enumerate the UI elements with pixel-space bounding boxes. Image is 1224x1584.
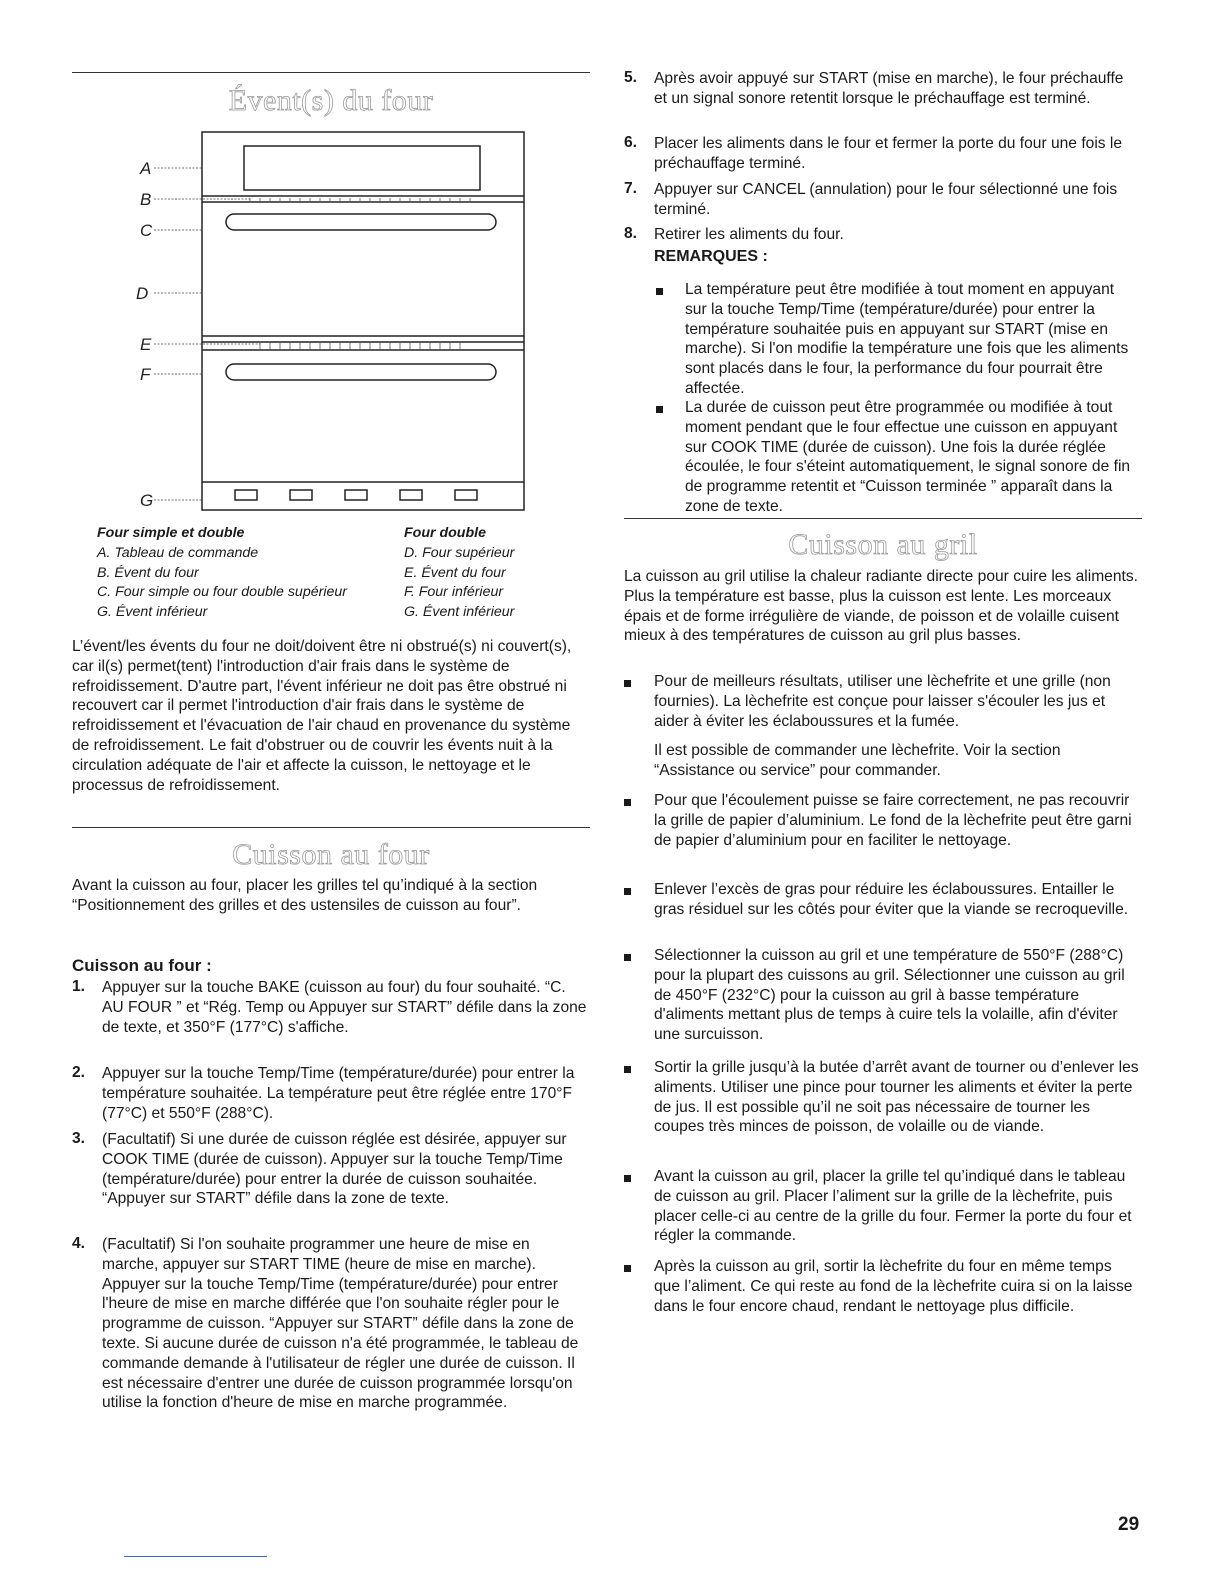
broil-bullet-text: Avant la cuisson au gril, placer la grille tel qu’indiqué dans le tableau de cuisson au gril. Placer l’aliment sur la grille de la lèchefrite, puis placer celle-ci au centre de la grille du four. Fermer la porte du four et régler la commande.	[654, 1168, 1132, 1245]
step-number: 8.	[624, 225, 638, 242]
bullet-marker	[624, 799, 631, 806]
diagram-label-d: D	[136, 284, 149, 303]
step-text: Appuyer sur la touche Temp/Time (température/durée) pour entrer la température souhaitée. La température peut être réglée entre 170°F (77°C) et 550°F (288°C).	[102, 1065, 575, 1122]
diagram-label-g: G	[140, 491, 154, 510]
diagram-label-e: E	[140, 335, 152, 354]
section-title-events: Évent(s) du four	[228, 84, 434, 117]
step-number: 6.	[624, 134, 638, 151]
remark-text: La durée de cuisson peut être programmée ou modifiée à tout moment pendant que le four effectue une cuisson en appuyant sur COOK TIME (durée de cuisson). Une fois la durée réglée écoulée, le four s'éteint automatiquement, le signal sonore de fin de programme retentit et “Cuisson terminée ” apparaît dans la zone de texte.	[685, 399, 1131, 515]
step-text: Placer les aliments dans le four et fermer la porte du four une fois le préchauffage terminé.	[654, 135, 1123, 172]
remarks-title: REMARQUES :	[654, 248, 768, 265]
step-text: (Facultatif) Si une durée de cuisson réglée est désirée, appuyer sur COOK TIME (durée de cuisson). Appuyer sur la touche Temp/Time (température/durée) pour entrer la durée de cuisson souhaitée. “Appuyer sur START” défile dans la zone de texte.	[102, 1131, 567, 1208]
bullet-marker	[624, 1265, 631, 1272]
bullet-marker	[624, 680, 631, 687]
broil-bullet-text: Sortir la grille jusqu’à la butée d’arrêt avant de tourner ou d’enlever les aliments. Utiliser une pince pour tourner les aliments et éviter la perte de jus. Il est possible qu’il ne soit pas nécessaire de tourner les coupes très minces de poisson, de volaille ou de viande.	[654, 1059, 1139, 1136]
broil-bullet-text: Pour de meilleurs résultats, utiliser une lèchefrite et une grille (non fournies). La lèchefrite est conçue pour laisser s'écouler les jus et aider à éviter les éclaboussures et la fumée.	[654, 673, 1111, 730]
bullet-marker	[624, 954, 631, 961]
bullet-marker	[624, 1066, 631, 1073]
legend-item: B. Évent du four	[97, 564, 199, 581]
step-number: 1.	[72, 978, 86, 995]
oven-diagram	[120, 128, 540, 518]
broil-intro: La cuisson au gril utilise la chaleur radiante directe pour cuire les aliments. Plus la température est basse, plus la cuisson est lente. Les morceaux épais et de forme irrégulière de viande, de poisson et de volaille cuisent mieux à des températures de cuisson au gril plus basses.	[624, 568, 1138, 645]
diagram-label-a: A	[140, 159, 152, 178]
legend-item: D. Four supérieur	[404, 544, 515, 561]
bullet-marker	[656, 406, 663, 413]
bake-intro: Avant la cuisson au four, placer les grilles tel qu’indiqué à la section “Positionnement des grilles et des ustensiles de cuisson au four”.	[72, 877, 538, 914]
diagram-label-b: B	[140, 190, 152, 209]
vents-paragraph: L’évent/les évents du four ne doit/doivent être ni obstrué(s) ni couvert(s), car il(s) permet(tent) l'introduction d'air frais dans le système de refroidissement. D'autre part, l'évent inférieur ne doit pas être obstrué ni recouvert car il permet l'introduction d'air frais dans le système de refroidissement et l'évacuation de l'air chaud en provenance du système de refroidissement. Le fait d'obstruer ou de couvrir les évents nuit à la circulation adéquate de l'air et affecte la cuisson, le nettoyage et le processus de refroidissement.	[72, 638, 572, 794]
section-rule	[72, 827, 590, 828]
broil-bullet-text: Enlever l’excès de gras pour réduire les éclaboussures. Entailler le gras résiduel sur les côtés pour éviter que la viande se recroqueville.	[654, 881, 1129, 918]
legend-item: C. Four simple ou four double supérieur	[97, 584, 347, 601]
broil-bullet-text: Après la cuisson au gril, sortir la lèchefrite du four en même temps que l’aliment. Ce qui reste au fond de la lèchefrite cuira si on la laisse dans le four encore chaud, rendant le nettoyage plus difficile.	[654, 1258, 1133, 1315]
legend-item: G. Évent inférieur	[404, 604, 515, 621]
bullet-marker	[656, 288, 663, 295]
step-number: 5.	[624, 69, 638, 86]
remark-text: La température peut être modifiée à tout moment en appuyant sur la touche Temp/Time (température/durée) pour entrer la température souhaitée puis en appuyant sur START (mise en marche). Si l'on modifie la température une fois que les aliments sont placés dans le four, la performance du four pourrait être affectée.	[685, 281, 1129, 397]
diagram-label-f: F	[140, 365, 151, 384]
step-text: (Facultatif) Si l'on souhaite programmer une heure de mise en marche, appuyer sur START TIME (heure de mise en marche). Appuyer sur la touche Temp/Time (température/durée) pour entrer l'heure de mise en marche différée que l'on souhaite régler pour le programme de cuisson. “Appuyer sur START” défile dans la zone de texte. Si aucune durée de cuisson n'a été programmée, le tableau de commande demande à l'utilisateur de régler une durée de cuisson. Il est nécessaire d'entrer une durée de cuisson programmée lorsqu'on utilise la fonction d'heure de mise en marche programmée.	[102, 1236, 579, 1412]
legend-item: E. Évent du four	[404, 564, 506, 581]
section-rule	[624, 518, 1142, 519]
step-text: Appuyer sur la touche BAKE (cuisson au four) du four souhaité. “C. AU FOUR ” et “Rég. Temp ou Appuyer sur START” défile dans la zone de texte, et 350°F (177°C) s'affiche.	[102, 979, 587, 1036]
legend-col1	[97, 524, 397, 623]
legend-item: A. Tableau de commande	[97, 544, 259, 561]
bullet-marker	[624, 888, 631, 895]
broil-bullet-text: Pour que l'écoulement puisse se faire correctement, ne pas recouvrir la grille de papier d’aluminium. Le fond de la lèchefrite peut être garni de papier d’aluminium pour en faciliter le nettoyage.	[654, 792, 1132, 849]
legend-item: G. Évent inférieur	[97, 604, 208, 621]
section-rule	[72, 72, 590, 73]
step-text: Après avoir appuyé sur START (mise en marche), le four préchauffe et un signal sonore retentit lorsque le préchauffage est terminé.	[654, 70, 1124, 107]
step-text: Appuyer sur CANCEL (annulation) pour le four sélectionné une fois terminé.	[654, 181, 1118, 218]
bake-subhead: Cuisson au four :	[72, 956, 212, 975]
diagram-label-c: C	[140, 221, 153, 240]
section-title-broil: Cuisson au gril	[788, 528, 978, 561]
step-text: Retirer les aliments du four.	[654, 226, 844, 243]
step-number: 7.	[624, 180, 638, 197]
bullet-marker	[624, 1175, 631, 1182]
section-title-bake: Cuisson au four	[232, 838, 430, 871]
step-number: 2.	[72, 1064, 86, 1081]
bottom-accent-line	[124, 1556, 267, 1557]
broil-bullet-text: Sélectionner la cuisson au gril et une température de 550°F (288°C) pour la plupart des cuissons au gril. Sélectionner une cuisson au gril de 450°F (232°C) pour la cuisson au gril à basse température d'aliments mettant plus de temps à cuire tels la volaille, afin d'éviter une surcuisson.	[654, 947, 1125, 1044]
legend-item: F. Four inférieur	[404, 584, 504, 601]
legend-col2	[404, 524, 584, 623]
legend-col2-heading: Four double	[404, 525, 486, 541]
legend-col1-heading: Four simple et double	[97, 525, 245, 541]
step-number: 3.	[72, 1130, 86, 1147]
page-number: 29	[1118, 1514, 1140, 1535]
broil-bullet-extra: Il est possible de commander une lèchefrite. Voir la section “Assistance ou service” pour commander.	[654, 742, 1061, 779]
step-number: 4.	[72, 1235, 86, 1252]
